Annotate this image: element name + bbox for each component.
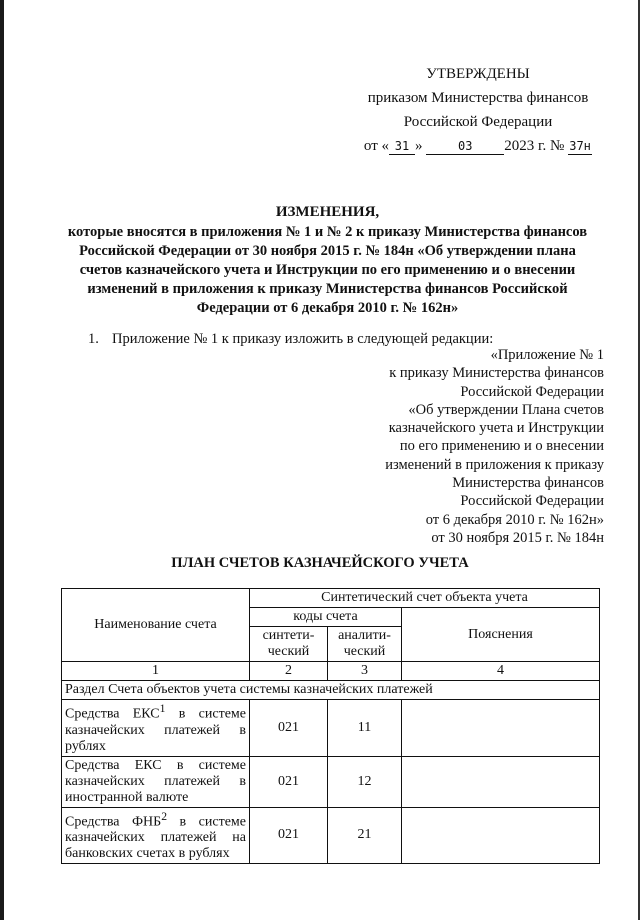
account-name-text: Средства ЕКС в системе казначейских платежей в иностранной валюте — [65, 757, 246, 805]
account-note — [402, 807, 600, 864]
date-mid: » — [415, 138, 423, 154]
appendix-line: Российской Федерации — [460, 383, 604, 400]
table-row — [62, 756, 600, 807]
date-month: 03 — [426, 138, 504, 155]
appendix-line: Российской Федерации — [460, 493, 604, 510]
account-note — [402, 756, 600, 807]
list-item-number: 1. — [88, 331, 99, 347]
appendix-line: изменений в приложения к приказу — [385, 456, 604, 473]
title-heading: ИЗМЕНЕНИЯ, — [275, 204, 380, 220]
column-number: 4 — [402, 662, 600, 681]
synthetic-code: 021 — [250, 807, 328, 864]
table-header-row — [62, 589, 600, 608]
account-name-text: Средства ЕКС — [65, 706, 160, 722]
appendix-line: по его применению и о внесении — [399, 438, 604, 455]
column-number: 2 — [250, 662, 328, 681]
appendix-line: к приказу Министерства финансов — [389, 365, 604, 382]
header-analytic: аналити-ческий — [328, 627, 402, 662]
table-number-row — [62, 662, 600, 681]
document-title — [55, 203, 600, 318]
appendix-line: Министерства финансов — [452, 475, 604, 492]
header-codes: коды счета — [250, 608, 402, 627]
synthetic-code: 021 — [250, 700, 328, 757]
approval-title: УТВЕРЖДЕНЫ — [426, 66, 530, 82]
header-synthetic-group: Синтетический счет объекта учета — [250, 589, 600, 608]
header-notes: Пояснения — [402, 608, 600, 662]
account-name — [62, 700, 250, 757]
account-name-text: Средства ФНБ — [65, 814, 162, 830]
section-title: Раздел Счета объектов учета системы казначейских платежей — [62, 681, 600, 700]
account-name — [62, 807, 250, 864]
account-name-text: в системе казначейских платежей в рублях — [65, 706, 246, 754]
appendix-line: «Приложение № 1 — [490, 347, 604, 363]
scan-edge-left — [0, 0, 4, 920]
header-synthetic: синтети-ческий — [250, 627, 328, 662]
title-line: Федерации от 6 декабря 2010 г. № 162н» — [196, 300, 459, 316]
footnote-marker: 1 — [159, 702, 166, 715]
appendix-line: казначейского учета и Инструкции — [388, 420, 604, 437]
column-number: 1 — [62, 662, 250, 681]
title-line: счетов казначейского учета и Инструкции по его применению и о внесении — [79, 262, 576, 278]
title-line: Российской Федерации от 30 ноября 2015 г. № 184н «Об утверждении плана — [79, 243, 576, 259]
date-prefix: от « — [363, 138, 390, 154]
analytic-code: 11 — [328, 700, 402, 757]
date-year-text: 2023 г. № — [504, 138, 565, 154]
order-number: 37н — [569, 139, 591, 153]
appendix-line: от 30 ноября 2015 г. № 184н — [431, 529, 604, 546]
header-account-name: Наименование счета — [62, 589, 250, 662]
approval-block — [358, 62, 598, 158]
table-row — [62, 700, 600, 757]
account-name — [62, 756, 250, 807]
date-day: 31 — [389, 138, 415, 155]
appendix-line: от 6 декабря 2010 г. № 162н» — [425, 511, 604, 528]
table-row — [62, 807, 600, 864]
appendix-heading — [304, 346, 604, 547]
account-note — [402, 700, 600, 757]
title-line: которые вносятся в приложения № 1 и № 2 к приказу Министерства финансов — [67, 224, 588, 240]
table-section-row — [62, 681, 600, 700]
approval-country-line: Российской Федерации — [403, 114, 553, 130]
analytic-code: 21 — [328, 807, 402, 864]
analytic-code: 12 — [328, 756, 402, 807]
account-name-text: в системе казначейских платежей на банковских счетах в рублях — [65, 814, 247, 862]
column-number: 3 — [328, 662, 402, 681]
appendix-line: «Об утверждении Плана счетов — [408, 401, 604, 418]
approval-date-line — [358, 134, 598, 158]
plan-title: ПЛАН СЧЕТОВ КАЗНАЧЕЙСКОГО УЧЕТА — [171, 555, 469, 571]
footnote-marker: 2 — [161, 809, 168, 823]
synthetic-code: 021 — [250, 756, 328, 807]
list-item-text: Приложение № 1 к приказу изложить в следующей редакции: — [112, 331, 494, 347]
approval-order-line: приказом Министерства финансов — [367, 90, 589, 106]
accounts-table — [61, 588, 600, 864]
title-line: изменений в приложения к приказу Министерства финансов Российской — [87, 281, 568, 297]
